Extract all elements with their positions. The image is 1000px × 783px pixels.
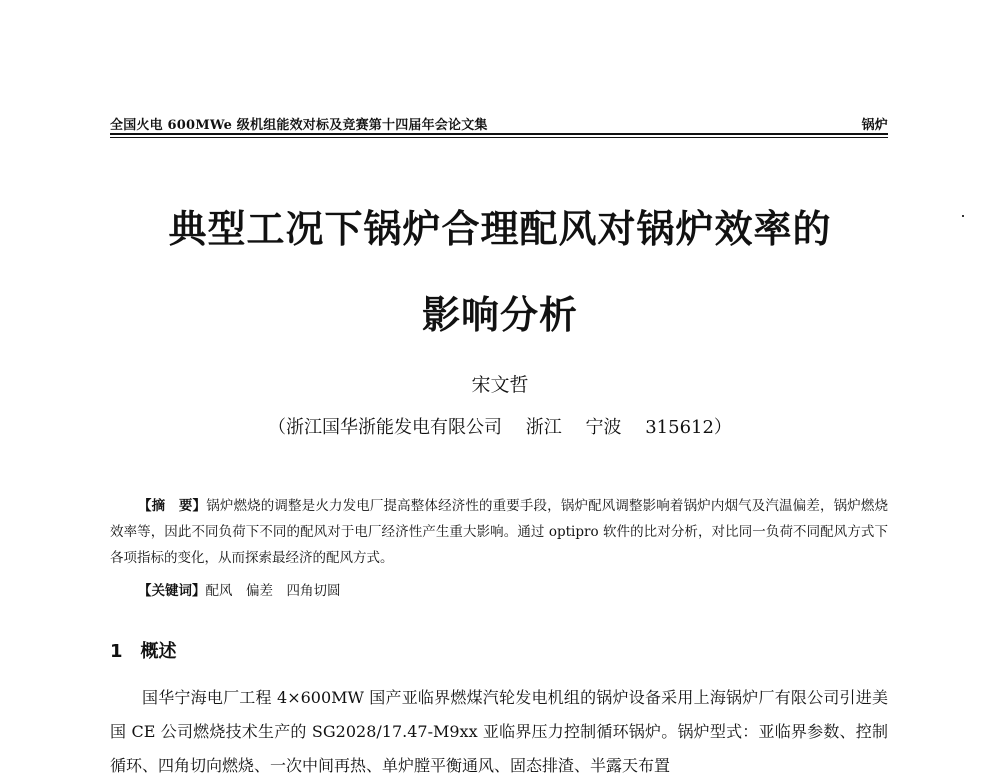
body-paragraph: 国华宁海电厂工程 4×600MW 国产亚临界燃煤汽轮发电机组的锅炉设备采用上海锅炉厂有限公司引进美国 CE 公司燃烧技术生产的 SG2028/17.47-M9xx 亚临界压力控制循环锅炉。锅炉型式：亚临界参数、控制循环、四角切向燃烧、一次中间再热、单炉膛平衡通风、固态排渣、半露天布置 <box>110 688 888 775</box>
keywords <box>138 579 341 599</box>
keywords-text: 配风 偏差 四角切圆 <box>205 583 341 599</box>
header-rule-thin <box>110 137 888 138</box>
section-heading: 1 概述 <box>110 641 177 662</box>
author-name: 宋文哲 <box>471 374 529 396</box>
abstract <box>110 493 888 571</box>
paper-title-line-1: 典型工况下锅炉合理配风对锅炉效率的 <box>168 207 832 251</box>
author-affiliation: （浙江国华浙能发电有限公司 浙江 宁波 315612） <box>268 417 732 438</box>
section-tag: 锅炉 <box>861 118 888 133</box>
paper-title-line-2: 影响分析 <box>421 293 578 337</box>
keywords-label: 【关键词】 <box>138 583 206 599</box>
header-rule-thick <box>110 133 888 135</box>
proceedings-title: 全国火电 600MWe 级机组能效对标及竞赛第十四届年会论文集 <box>110 118 488 133</box>
abstract-label: 【摘 要】 <box>138 498 207 514</box>
abstract-text: 锅炉燃烧的调整是火力发电厂提高整体经济性的重要手段，锅炉配风调整影响着锅炉内烟气及汽温偏差，锅炉燃烧效率等，因此不同负荷下不同的配风对于电厂经济性产生重大影响。通过 optipro 软件的比对分析，对比同一负荷不同配风方式下各项指标的变化，从而探索最经济的配风方式。 <box>110 498 889 566</box>
